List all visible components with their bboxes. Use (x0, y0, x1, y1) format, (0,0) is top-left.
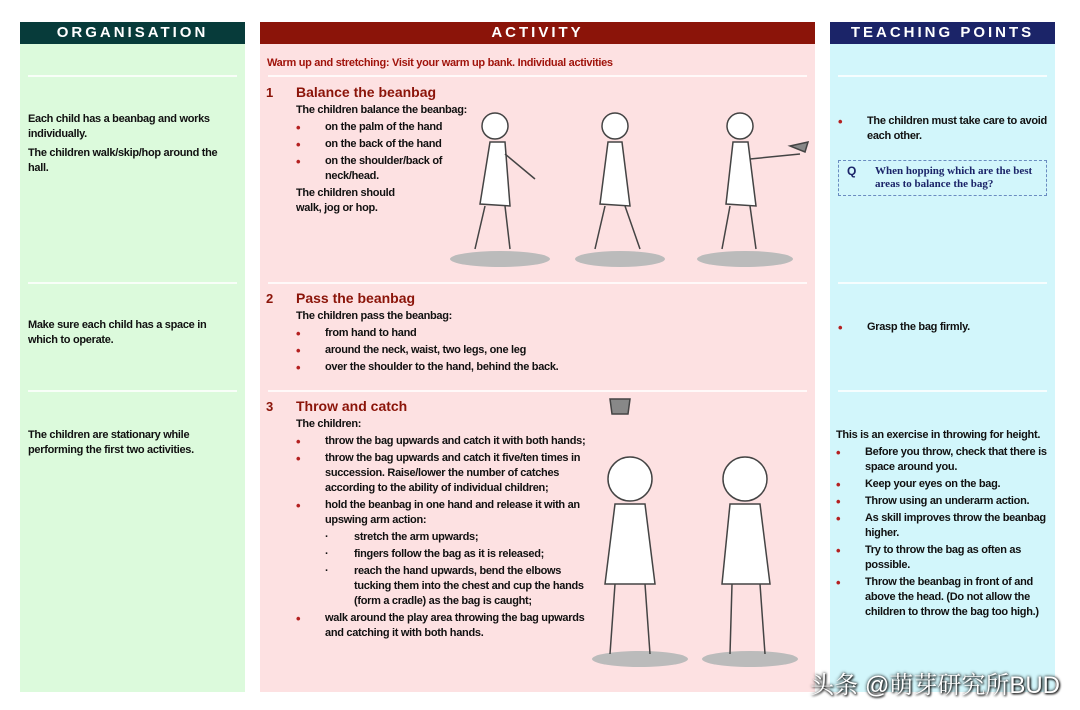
section-title: Balance the beanbag (296, 84, 437, 100)
section-intro: The children: (296, 418, 362, 430)
sub-bullet: · fingers follow the bag as it is released; (325, 547, 586, 562)
sub-bullet: · stretch the arm upwards; (325, 530, 586, 545)
org-section-3 (28, 428, 218, 462)
bullet: • Keep your eyes on the bag. (836, 477, 1054, 492)
activity-section-3 (266, 399, 586, 643)
bullet: • hold the beanbag in one hand and release it with an upswing arm action: (296, 498, 586, 528)
bullet: • on the shoulder/back of neck/head. (296, 154, 456, 184)
bullet: • Throw using an underarm action. (836, 494, 1054, 509)
bullet: • on the palm of the hand (296, 120, 506, 135)
org-text: The children are stationary while performing the first two activities. (28, 429, 194, 456)
section-number: 1 (266, 85, 273, 100)
question-icon: Q (847, 164, 857, 178)
activity-section-2 (266, 291, 686, 377)
teaching-section-2 (830, 318, 1050, 337)
divider (838, 282, 1047, 284)
bullet: • As skill improves throw the beanbag higher. (836, 511, 1054, 541)
org-text: Make sure each child has a space in which to operate. (28, 319, 207, 346)
bullet: • throw the bag upwards and catch it five/ten times in succession. Raise/lower the number of catches according to the ability of individual children; (296, 451, 586, 496)
divider (28, 390, 237, 392)
divider (28, 75, 237, 77)
bullet: • Before you throw, check that there is space around you. (836, 445, 1054, 475)
divider (268, 282, 807, 284)
org-section-1 (28, 112, 240, 180)
bullet: • over the shoulder to the hand, behind the back. (296, 360, 686, 375)
section-intro: The children pass the beanbag: (296, 310, 453, 322)
bullet: • walk around the play area throwing the bag upwards and catching it with both hands. (296, 611, 586, 641)
teaching-section-3 (836, 428, 1054, 622)
section-number: 2 (266, 291, 273, 306)
bullet: • Grasp the bag firmly. (838, 320, 1050, 335)
org-text: The children walk/skip/hop around the hall. (28, 147, 218, 174)
section-number: 3 (266, 399, 273, 414)
bullet: • Try to throw the bag as often as possible. (836, 543, 1054, 573)
bullet: • from hand to hand (296, 326, 686, 341)
divider (838, 75, 1047, 77)
divider (28, 282, 237, 284)
divider (268, 390, 807, 392)
org-section-2 (28, 318, 228, 352)
watermark: 头条 @萌芽研究所BUD (810, 672, 1060, 699)
organisation-column (20, 22, 245, 692)
section-title: Pass the beanbag (296, 290, 416, 306)
activity-column (260, 22, 815, 692)
children-balancing-illustration (450, 84, 810, 274)
bullet: • throw the bag upwards and catch it with both hands; (296, 434, 586, 449)
section-intro: This is an exercise in throwing for height. (836, 429, 1041, 441)
sub-bullet: · reach the hand upwards, bend the elbows tucking them into the chest and cup the hands (form a cradle) as the bag is caught; (325, 564, 586, 609)
question-box (838, 160, 1047, 196)
warmup-note: Warm up and stretching: Visit your warm up bank. Individual activities (267, 57, 613, 69)
bullet: • The children must take care to avoid each other. (838, 114, 1050, 144)
teaching-section-1 (830, 112, 1050, 146)
bullet: • Throw the beanbag in front of and above the head. (Do not allow the children to throw the bag too high.) (836, 575, 1054, 620)
section-title: Throw and catch (296, 398, 408, 414)
children-throw-catch-illustration (580, 394, 810, 674)
teaching-points-column (830, 22, 1055, 692)
section-outro: The children should walk, jog or hop. (296, 187, 395, 214)
org-text: Each child has a beanbag and works individually. (28, 113, 210, 140)
activity-header: ACTIVITY (260, 22, 815, 44)
organisation-header: ORGANISATION (20, 22, 245, 44)
divider (838, 390, 1047, 392)
bullet: • on the back of the hand (296, 137, 506, 152)
section-intro: The children balance the beanbag: (296, 104, 468, 116)
question-text: When hopping which are the best areas to balance the bag? (875, 165, 1033, 190)
teaching-points-header: TEACHING POINTS (830, 22, 1055, 44)
bullet: • around the neck, waist, two legs, one leg (296, 343, 686, 358)
divider (268, 75, 807, 77)
